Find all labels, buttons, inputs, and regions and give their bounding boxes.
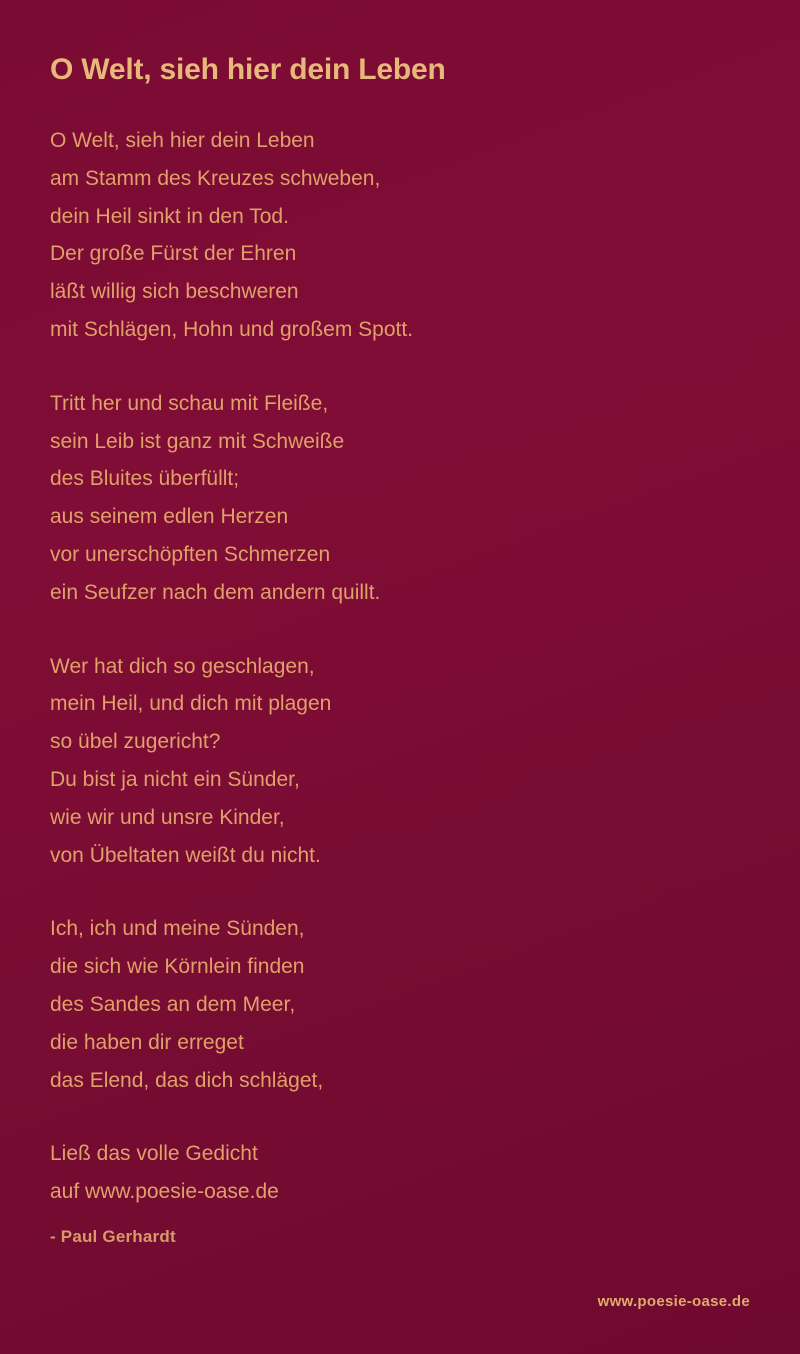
poem-line: Der große Fürst der Ehren [50, 242, 297, 266]
poem-line: am Stamm des Kreuzes schweben, [50, 166, 381, 190]
poem-line: Tritt her und schau mit Fleiße, [50, 391, 329, 415]
poem-line: Du bist ja nicht ein Sünder, [50, 767, 300, 791]
poem-author: - Paul Gerhardt [50, 1226, 176, 1246]
closing-line: auf www.poesie-oase.de [50, 1180, 279, 1204]
poem-line: die haben dir erreget [50, 1030, 244, 1054]
poem-line: des Sandes an dem Meer, [50, 992, 296, 1016]
poem-stanza [50, 385, 750, 612]
poem-stanza [50, 648, 750, 875]
closing-line: Ließ das volle Gedicht [50, 1142, 258, 1166]
poem-line: von Übeltaten weißt du nicht. [50, 843, 321, 867]
closing-note [50, 1135, 750, 1247]
poem-line: läßt willig sich beschweren [50, 280, 299, 304]
poem-line: ein Seufzer nach dem andern quillt. [50, 580, 381, 604]
poem-line: so übel zugericht? [50, 730, 221, 754]
poem-line: O Welt, sieh hier dein Leben [50, 129, 315, 152]
poem-line: die sich wie Körnlein finden [50, 955, 305, 979]
poem-line: mein Heil, und dich mit plagen [50, 692, 332, 716]
poem-line: sein Leib ist ganz mit Schweiße [50, 429, 345, 453]
poem-line: vor unerschöpften Schmerzen [50, 542, 331, 566]
poem-line: Wer hat dich so geschlagen, [50, 654, 315, 678]
poem-line: mit Schlägen, Hohn und großem Spott. [50, 317, 414, 341]
poem-line: des Bluites überfüllt; [50, 467, 240, 491]
poem-stanza [50, 910, 750, 1099]
poem-line: wie wir und unsre Kinder, [50, 805, 285, 829]
poem-line: dein Heil sinkt in den Tod. [50, 204, 289, 228]
poem-line: aus seinem edlen Herzen [50, 505, 289, 529]
poem-stanza [50, 122, 750, 349]
page-title: O Welt, sieh hier dein Leben [50, 53, 446, 86]
poem-line: das Elend, das dich schläget, [50, 1068, 324, 1092]
poem-line: Ich, ich und meine Sünden, [50, 917, 305, 941]
site-footer: www.poesie-oase.de [597, 1293, 750, 1310]
